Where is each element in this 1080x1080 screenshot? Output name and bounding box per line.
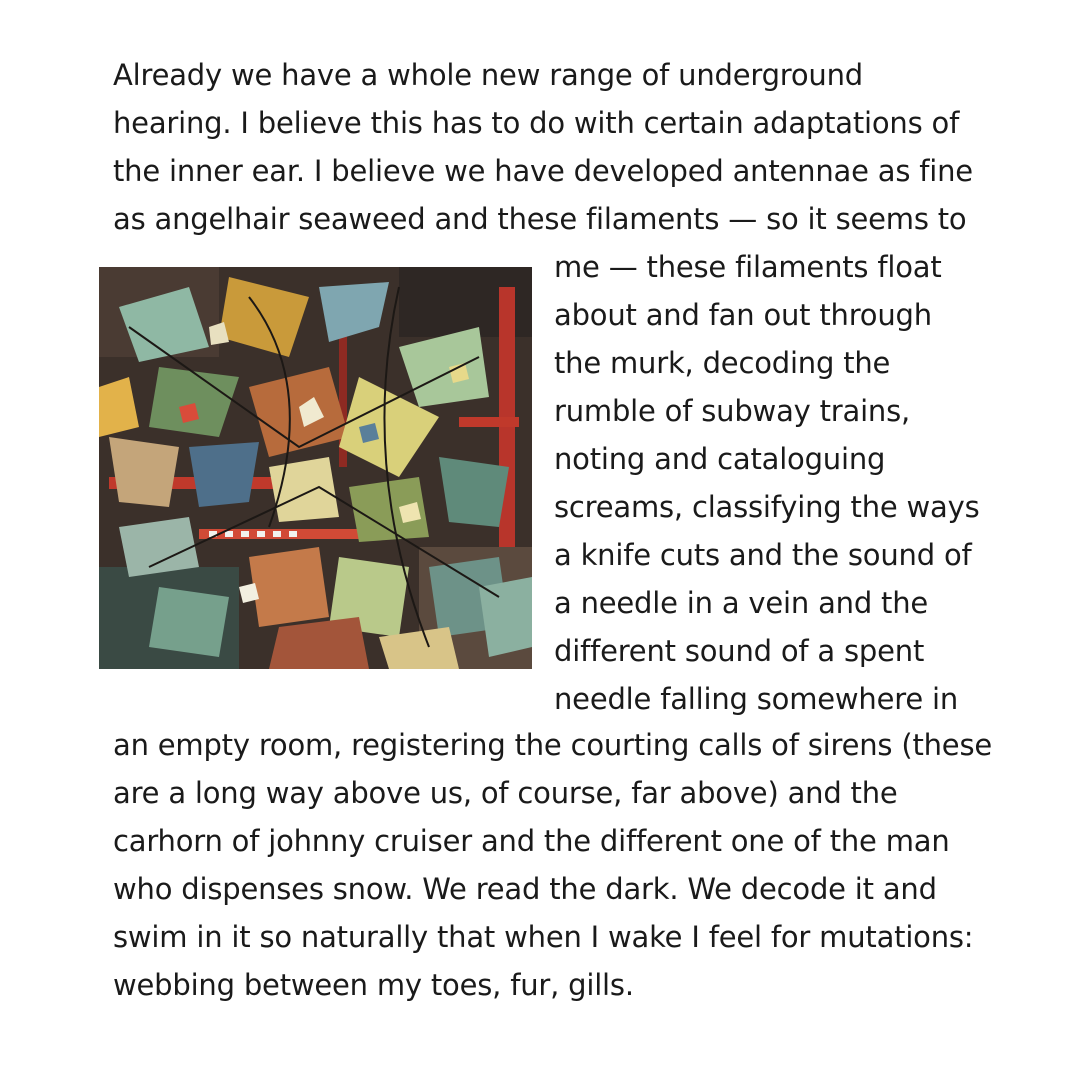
text-line: hearing. I believe this has to do with certain adaptations of [113,106,960,140]
text-line: needle falling somewhere in [554,682,959,716]
text-line: webbing between my toes, fur, gills. [113,968,634,1002]
text-line: the inner ear. I believe we have developed antennae as fine [113,154,973,188]
abstract-painting-image [99,267,532,669]
text-line: a knife cuts and the sound of [554,538,972,572]
text-line: swim in it so naturally that when I wake I feel for mutations: [113,920,974,954]
text-line: the murk, decoding the [554,346,891,380]
text-line: are a long way above us, of course, far above) and the [113,776,898,810]
text-line: noting and cataloguing [554,442,886,476]
text-line: about and fan out through [554,298,932,332]
text-line: me — these filaments float [554,250,942,284]
text-line: an empty room, registering the courting calls of sirens (these [113,728,992,762]
text-line: who dispenses snow. We read the dark. We decode it and [113,872,937,906]
text-line: rumble of subway trains, [554,394,911,428]
text-line: a needle in a vein and the [554,586,929,620]
text-line: different sound of a spent [554,634,925,668]
text-line: Already we have a whole new range of underground [113,58,863,92]
text-line: carhorn of johnny cruiser and the different one of the man [113,824,950,858]
text-line: screams, classifying the ways [554,490,980,524]
text-line: as angelhair seaweed and these filaments — so it seems to [113,202,967,236]
